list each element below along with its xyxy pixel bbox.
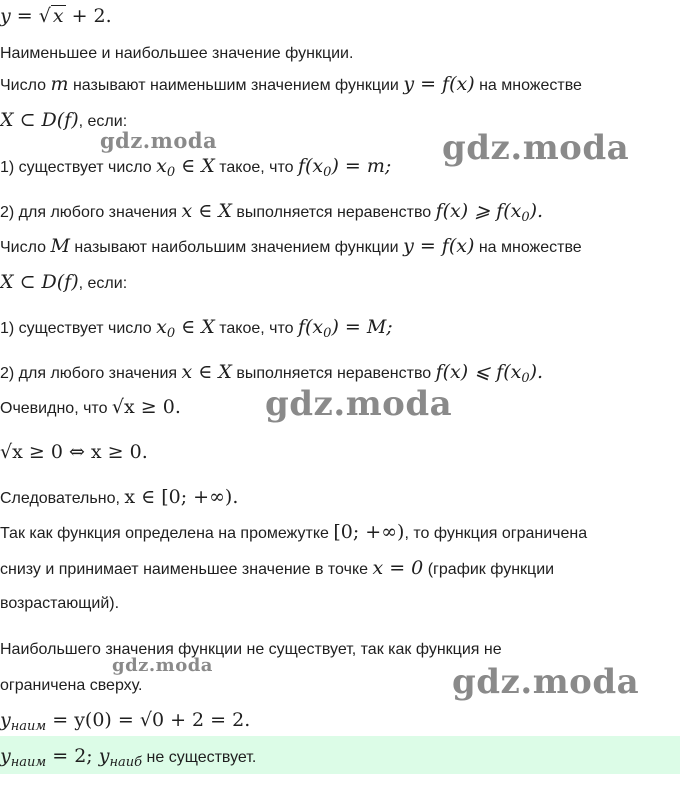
domain-conclusion: Следовательно, x ∈ [0; +∞). bbox=[0, 486, 239, 508]
reasoning-line2: снизу и принимает наименьшее значение в точке x = 0 (график функции bbox=[0, 557, 555, 579]
equivalence-statement: √x ≥ 0 ⇔ x ≥ 0. bbox=[0, 441, 148, 463]
watermark-logo: gdz.moda bbox=[100, 128, 218, 153]
min-value-computation: $y_{наим} = y(0) = √0 + 2 = 2$. bbox=[0, 709, 251, 734]
definition-max-line2: X ⊂ D(f), если: bbox=[0, 271, 128, 293]
max-absence-line1: Наибольшего значения функции не существует, так как функция не bbox=[0, 641, 502, 658]
definition-min-line2: X ⊂ D(f), если: bbox=[0, 109, 128, 131]
final-answer: $y_{наим} = 2$; $y_{наиб}$ не существует. bbox=[0, 745, 257, 770]
min-condition-2: 2) для любого значения x ∈ X выполняется неравенство f(x) ⩾ $f(x_0)$. bbox=[0, 200, 544, 225]
watermark-logo: gdz.moda bbox=[265, 384, 453, 424]
watermark-logo: gdz.moda bbox=[442, 128, 630, 168]
function-formula: y = √ x + 2. bbox=[0, 5, 112, 27]
obvious-statement: Очевидно, что √x ≥ 0. bbox=[0, 396, 181, 418]
watermark-logo: gdz.moda bbox=[112, 655, 213, 676]
reasoning-line1: Так как функция определена на промежутке [0; +∞), то функция ограничена bbox=[0, 521, 588, 543]
definition-max-line1: Число M называют наибольшим значением функции y = f(x) на множестве bbox=[0, 235, 582, 257]
max-condition-1: 1) существует число $x_0$ ∈ X такое, что $f(x_0) = M$; bbox=[0, 316, 393, 341]
definition-min-line1: Число m называют наименьшим значением функции y = f(x) на множестве bbox=[0, 73, 582, 95]
max-condition-2: 2) для любого значения x ∈ X выполняется неравенство f(x) ⩽ $f(x_0)$. bbox=[0, 361, 544, 386]
section-heading: Наименьшее и наибольшее значение функции. bbox=[0, 45, 354, 62]
max-absence-line2: ограничена сверху. bbox=[0, 677, 143, 694]
reasoning-line3: возрастающий). bbox=[0, 595, 120, 612]
watermark-logo: gdz.moda bbox=[452, 662, 640, 702]
min-condition-1: 1) существует число $x_0$ ∈ X такое, что $f(x_0) = m$; bbox=[0, 155, 392, 180]
